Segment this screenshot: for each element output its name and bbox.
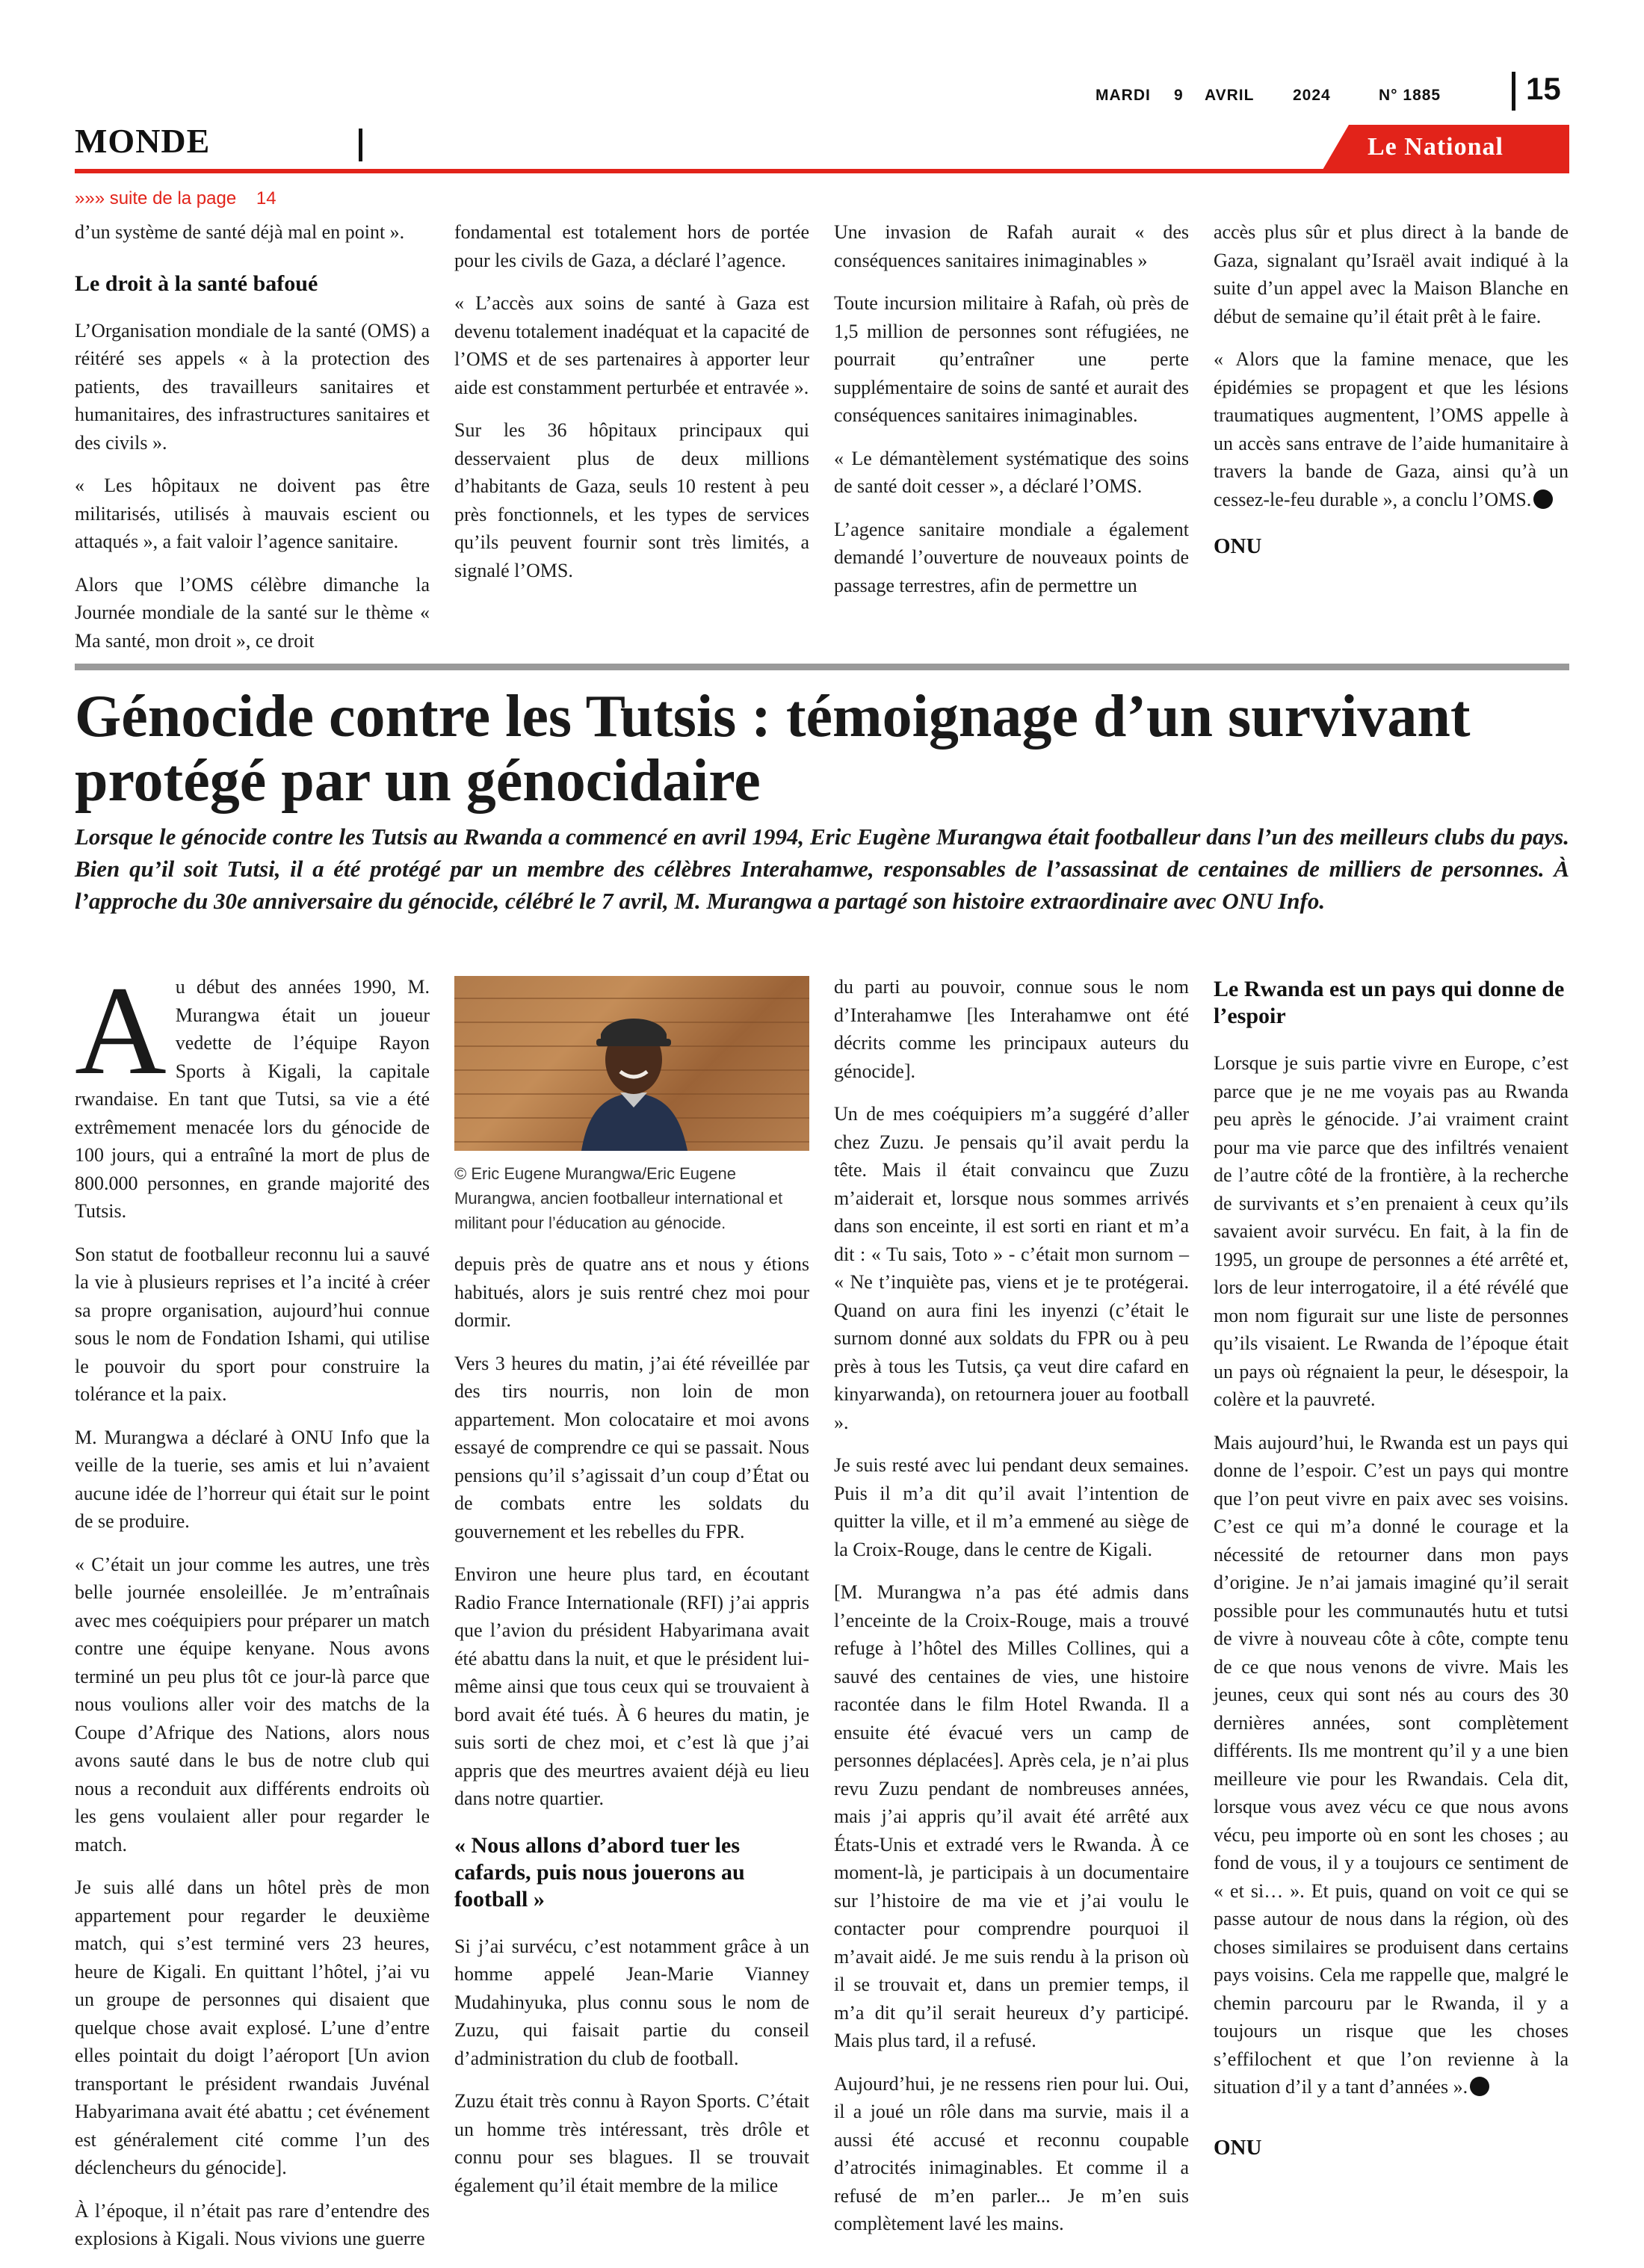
page-number-divider — [1512, 72, 1515, 111]
article-column-1 — [75, 960, 430, 2268]
paragraph: Zuzu était très connu à Rayon Sports. C’était un homme très intéressant, très drôle et connu pour ses blagues. Il se trouvait également qu’il était membre de la milice — [454, 2090, 809, 2196]
prev-column-2 — [454, 218, 809, 599]
paragraph-text: « Alors que la famine menace, que les épidémies se propagent et que les lésions traumatiques augmentent, l’OMS appelle à un accès sans entrave de l’aide humanitaire à travers la bande de Gaza, ainsi qu’à un cessez-le-feu durable », a conclu l’OMS. — [1214, 348, 1569, 510]
paragraph: d’un système de santé déjà mal en point ». — [75, 221, 405, 243]
issue-year: 2024 — [1293, 87, 1331, 104]
article-separator — [75, 664, 1569, 670]
paragraph: À l’époque, il n’était pas rare d’entendre des explosions à Kigali. Nous vivions une guerre — [75, 2199, 430, 2249]
end-of-article-icon — [1533, 489, 1553, 509]
paragraph: Un de mes coéquipiers m’a suggéré d’aller chez Zuzu. Je pensais qu’il avait perdu la tête. Mais il était convaincu que Zuzu m’aiderait et, lorsque nous sommes arrivés dans son enceinte, il est sorti en riant et m’a dit : « Tu sais, Toto » - c’était mon surnom – « Ne t’inquiète pas, viens et je te protégerai. Quand on aura fini les inyenzi (c’était le surnom donné aux soldats du FPR ou à peu près à tous les Tutsis, ça veut dire cafard en kinyarwanda), on retournera jouer au football ». — [834, 1103, 1189, 1433]
paragraph: L’Organisation mondiale de la santé (OMS) a réitéré ses appels « à la protection des patients, des travailleurs sanitaires et humanitaires, des infrastructures sanitaires et des civils ». — [75, 319, 430, 454]
continuation-note: »»» suite de la page 14 — [75, 188, 276, 208]
portrait-photo — [454, 976, 809, 1151]
subheading: « Nous allons d’abord tuer les cafards, puis nous jouerons au football » — [454, 1832, 745, 1912]
section-divider — [359, 129, 362, 161]
paragraph: « Le démantèlement systématique des soins de santé doit cesser », a déclaré l’OMS. — [834, 447, 1189, 497]
paragraph: Toute incursion militaire à Rafah, où près de 1,5 million de personnes sont réfugiées, ne pourrait qu’entraîner une perte supplémentaire de soins de santé et aurait des conséquences sanitaires inimaginables. — [834, 292, 1189, 426]
end-of-article-icon — [1470, 2077, 1489, 2096]
paragraph: Si j’ai survécu, c’est notamment grâce à un homme appelé Jean-Marie Vianney Mudahinyuka, plus connu sous le nom de Zuzu, qui faisait partie du conseil d’administration du club de football. — [454, 1935, 809, 2069]
paragraph: [M. Murangwa n’a pas été admis dans l’enceinte de la Croix-Rouge, mais a trouvé refuge à l’hôtel des Milles Collines, qui a sauvé des centaines de vies, une histoire racontée dans le film Hotel Rwanda. Il a ensuite été évacué vers un camp de personnes déplacées]. Après cela, je n’ai plus revu Zuzu pendant de nombreuses années, mais j’ai appris qu’il avait été arrêté aux États-Unis et extradé vers le Rwanda. À ce moment-là, je participais à un documentaire sur l’histoire de ma vie et j’ai voulu le contacter pour comprendre pourquoi il m’avait aidé. Je me suis rendu à la prison où il se trouvait et, dans un premier temps, il m’a dit qu’il serait heureux d’y participé. Mais plus tard, il a refusé. — [834, 1581, 1189, 2051]
paragraph: Je suis allé dans un hôtel près de mon appartement pour regarder le deuxième match, qui s’est terminé vers 23 heures, heure de Kigali. En quittant l’hôtel, j’ai vu un groupe de personnes qui disaient que quelque chose avait explosé. L’une d’entre elles pointait du doigt l’aéroport [Un avion transportant le président rwandais Juvénal Habyarimana avait été abattu ; cet événement est généralement cité comme l’un des déclencheurs du génocide]. — [75, 1876, 430, 2178]
issue-month: AVRIL — [1205, 87, 1255, 104]
subheading: Le Rwanda est un pays qui donne de l’espoir — [1214, 977, 1565, 1028]
signature: ONU — [1214, 2135, 1262, 2160]
paragraph: Vers 3 heures du matin, j’ai été réveillée par des tirs nourris, non loin de mon appartement. Mon colocataire et moi avons essayé de comprendre ce qui se passait. Nous pensions qu’il s’agissait d’un coup d’État ou de combats entre les soldats du gouvernement et les rebelles du FPR. — [454, 1352, 809, 1542]
paragraph — [1214, 345, 1569, 513]
paragraph: fondamental est totalement hors de portée pour les civils de Gaza, a déclaré l’agence. — [454, 221, 809, 271]
photo-caption: © Eric Eugene Murangwa/Eric Eugene Murangwa, ancien footballeur international et militant pour l’éducation au génocide. — [454, 1164, 783, 1232]
paragraph: « L’accès aux soins de santé à Gaza est devenu totalement inadéquat et la capacité de l’OMS et de ses partenaires à apporter leur aide est constamment perturbée et entravée ». — [454, 292, 809, 398]
header-rule — [75, 169, 1569, 173]
portrait-illustration — [454, 976, 809, 1151]
paragraph: M. Murangwa a déclaré à ONU Info que la veille de la tuerie, ses amis et lui n’avaient aucune idée de l’horreur qui était sur le point de se produire. — [75, 1426, 430, 1532]
paragraph: « Les hôpitaux ne doivent pas être militarisés, utilisés à mauvais escient ou attaqués », a fait valoir l’agence sanitaire. — [75, 475, 430, 552]
paragraph: Aujourd’hui, je ne ressens rien pour lui. Oui, il a joué un rôle dans ma survie, mais il a aussi été accusé et reconnu coupable d’atrocités inimaginables. Et comme il a refusé de m’en parler... Je m’en suis complètement lavé les mains. — [834, 2072, 1189, 2234]
paragraph-text: Mais aujourd’hui, le Rwanda est un pays qui donne de l’espoir. C’est un pays qui montre que l’on peut vivre en paix avec ses voisins. C’est ce qui m’a donné le courage et la nécessité de retourner dans mon pays d’origine. Je n’ai jamais imaginé qu’il serait possible pour les communautés hutu et tutsi de vivre à nouveau côte à côte, compte tenu de ce que nous venons de vivre. Mais les jeunes, ceux qui sont nés au cours des 30 dernières années, sont complètement différents. Ils me montrent qu’il y a une bien meilleure vie pour les Rwandais. Cela dit, lorsque vous avez vécu ce que nous avons vécu, peu importe où en sont les choses ; au fond de vous, il y a toujours ce sentiment de « et si… ». Et puis, quand on voit ce qui se passe autour de nous dans la région, où des choses similaires se produisent dans certains pays voisins. Cela me rappelle que, malgré le chemin parcouru par le Rwanda, il y a toujours un risque que les choses s’effilochent et que l’on revienne à la situation d’il y a tant d’années ». — [1214, 1431, 1569, 2098]
issue-number: N° 1885 — [1379, 87, 1441, 104]
article-lede: Lorsque le génocide contre les Tutsis au Rwanda a commencé en avril 1994, Eric Eugène Murangwa était footballeur dans l’un des meilleurs clubs du pays. Bien qu’il soit Tutsi, il a été protégé par un membre des célèbres Interahamwe, responsables de l’assassinat de centaines de milliers de personnes. À l’approche du 30e anniversaire du génocide, célébré le 7 avril, M. Murangwa a partagé son histoire extraordinaire avec ONU Info. — [75, 824, 1569, 914]
paragraph: L’agence sanitaire mondiale a également demandé l’ouverture de nouveaux points de passage terrestres, afin de permettre un — [834, 518, 1189, 596]
brand-name: Le National — [1368, 133, 1504, 161]
paragraph: Environ une heure plus tard, en écoutant Radio France Internationale (RFI) j’ai appris que l’avion du président Habyarimana avait été abattu dans la nuit, et que le président lui-même ainsi que tous ceux qui se trouvaient à bord avait été tués. À 6 heures du matin, je suis sorti de chez moi, et c’est là que j’ai appris que des meurtres avaient déjà eu lieu dans notre quartier. — [454, 1563, 809, 1809]
paragraph: Je suis resté avec lui pendant deux semaines. Puis il m’a dit qu’il avait l’intention de quitter la ville, et il m’a emmené au siège de la Croix-Rouge, dans le centre de Kigali. — [834, 1454, 1189, 1560]
article-column-4 — [1214, 976, 1569, 2162]
section-title: MONDE — [75, 122, 211, 160]
paragraph: Une invasion de Rafah aurait « des conséquences sanitaires inimaginables » — [834, 221, 1189, 271]
article-column-3 — [834, 973, 1189, 2253]
paragraph: Lorsque je suis partie vivre en Europe, c’est parce que je ne me voyais pas au Rwanda peu après le génocide. J’ai vraiment craint pour ma vie parce que des infiltrés venaient de l’autre côté de la frontière, à la recherche de survivants et s’en prenaient à ceux qu’ils savaient avoir survécu. En fait, à la fin de 1995, un groupe de personnes a été arrêté et, lors de leur interrogatoire, il a été révélé que mon nom figurait sur une liste de personnes qu’ils visaient. Le Rwanda de l’époque était un pays où régnaient la peur, le désespoir, la colère et la pauvreté. — [1214, 1052, 1569, 1410]
paragraph-text: u début des années 1990, M. Murangwa était un joueur vedette de l’équipe Rayon Sports à Kigali, la capitale rwandaise. En tant que Tutsi, sa vie a été extrêmement menacée lors du génocide de 100 jours, qui a entraîné la mort de plus de 800.000 personnes, en grande majorité des Tutsis. — [75, 976, 430, 1222]
paragraph — [75, 960, 430, 1226]
issue-date: 9 — [1174, 87, 1184, 104]
paragraph: Alors que l’OMS célèbre dimanche la Journée mondiale de la santé sur le thème « Ma santé, mon droit », ce droit — [75, 573, 430, 652]
subheading: Le droit à la santé bafoué — [75, 271, 318, 296]
prev-column-1 — [75, 218, 430, 670]
paragraph: « C’était un jour comme les autres, une très belle journée ensoleillée. Je m’entraînais avec mes coéquipiers pour préparer un match contre une équipe kenyane. Nous avons terminé un peu plus tôt ce jour-là parce que nous voulions aller voir des matchs de la Coupe d’Afrique des Nations, alors nous avons sauté dans le bus de notre club qui nous a reconduit aux différents endroits où les gens voulaient aller pour regarder le match. — [75, 1553, 430, 1856]
prev-column-4 — [1214, 218, 1569, 561]
page-number: 15 — [1526, 71, 1561, 106]
issue-day: MARDI — [1096, 87, 1151, 104]
article-headline: Génocide contre les Tutsis : témoignage d’un survivant protégé par un génocidaire — [75, 684, 1471, 814]
paragraph: Son statut de footballeur reconnu lui a sauvé la vie à plusieurs reprises et l’a incité à créer sa propre organisation, aujourd’hui connue sous le nom de Fondation Ishami, qui utilise le pouvoir du sport pour construire la tolérance et la paix. — [75, 1243, 430, 1405]
paragraph — [1214, 1429, 1569, 2101]
paragraph: Sur les 36 hôpitaux principaux qui desservaient plus de deux millions d’habitants de Gaza, seuls 10 restent à peu près fonctionnels, et les types de services qu’ils peuvent fournir sont très limités, a signalé l’OMS. — [454, 419, 809, 581]
article-column-2 — [454, 976, 809, 2214]
drop-cap: A — [75, 960, 167, 1101]
paragraph: accès plus sûr et plus direct à la bande de Gaza, signalant qu’Israël avait indiqué à la suite d’un appel avec la Maison Blanche en début de semaine qu’il était prêt à le faire. — [1214, 221, 1569, 327]
signature: ONU — [1214, 534, 1262, 558]
prev-column-3 — [834, 218, 1189, 614]
paragraph: du parti au pouvoir, connue sous le nom d’Interahamwe [les Interahamwe ont été décrits comme les principaux auteurs du génocide]. — [834, 976, 1189, 1082]
paragraph: depuis près de quatre ans et nous y étions habitués, alors je suis rentré chez moi pour dormir. — [454, 1253, 809, 1331]
